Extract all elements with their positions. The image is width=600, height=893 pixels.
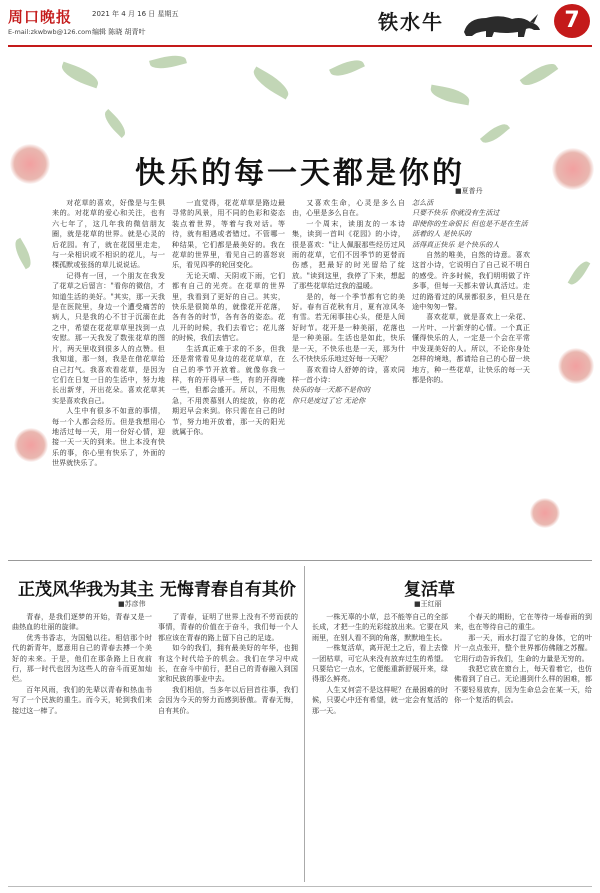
paragraph: 一株复活草，离开泥土之后，看上去像一团枯草，可它从来没有放弃过生的希望。只要给它一点水，它便能重新舒展开来，绿得那么鲜亮。 bbox=[312, 643, 448, 684]
article-column-1 bbox=[52, 198, 165, 548]
column-divider bbox=[304, 566, 305, 882]
leaf-decoration bbox=[480, 120, 510, 148]
leaf-decoration bbox=[149, 52, 187, 73]
poem-line: 快乐的每一天都不是你的 bbox=[292, 385, 371, 395]
page-number-badge: 7 bbox=[554, 4, 590, 38]
leaf-decoration bbox=[520, 58, 559, 90]
paragraph: 了青春，证明了世界上没有不劳而获的事情，青春的价值在于奋斗，我们每一个人都应该在青春的路上留下自己的足迹。 bbox=[158, 612, 298, 642]
blossom-decoration bbox=[530, 498, 560, 528]
article-column-2 bbox=[454, 612, 592, 884]
blossom-decoration bbox=[14, 428, 48, 462]
feature-article bbox=[0, 48, 600, 560]
article-column-3 bbox=[292, 198, 405, 548]
paragraph: 喜欢看诗人舒婷的诗，喜欢同样一首小诗： bbox=[292, 364, 405, 384]
paragraph: 喜欢花草，就是喜欢上一朵花、一片叶、一片新芽的心情。一个真正懂得快乐的人，一定是一个会在平常中发现美好的人。所以，不论你身处怎样的境地，都请给自己的心留一块地方，种一些花草，让快乐的每一天都是你的。 bbox=[412, 312, 530, 384]
leaf-decoration bbox=[101, 109, 130, 138]
poem-line: 即使你的生命很长 但也是不是在生活 bbox=[412, 218, 528, 228]
article-column-1 bbox=[312, 612, 448, 884]
paragraph: 百年风雨，我们的先辈以青春和热血书写了一个民族的重生。而今天，轮到我们来接过这一棒了。 bbox=[12, 684, 152, 715]
article-byline: ■苏彦伟 bbox=[118, 600, 146, 608]
article-column-4 bbox=[412, 198, 530, 548]
leaf-decoration bbox=[329, 55, 365, 80]
article-byline: ■夏普丹 bbox=[455, 187, 483, 195]
paragraph: 我们相信，当多年以后回首往事，我们会因为今天的努力而感到骄傲。青春无悔，自有其价。 bbox=[158, 684, 298, 715]
paragraph: 一直觉得，花花草草是路边最寻常的风景，用不同的色彩和姿态装点着世界，等着与我对话。等待，就有相遇或者错过。不管哪一种结果，它们都是最美好的。我在花草的世界里，看见自己的喜怒哀乐，看见四季的轮回变化。 bbox=[172, 198, 285, 270]
paragraph: 生活真正难于求的不多，但我还是常常看见身边的花花草草，在自己的季节开放着。就像你我一样，有的开得早一些，有的开得晚一些，但都会盛开。所以，不用焦急，不用羡慕别人的绽放，你的花期迟早会来到。你只需在自己的时节，努力地开放着，那一天的阳光就属于你。 bbox=[172, 343, 285, 436]
poem-line: 活着的人 是快乐的 bbox=[412, 229, 472, 239]
paragraph: 我把它放在窗台上，每天看着它，也仿佛看到了自己。无论遇到什么样的困难，都不要轻易放弃，因为生命总会在某一天，给你一个复活的机会。 bbox=[454, 664, 592, 705]
blossom-decoration bbox=[10, 144, 50, 184]
page-bottom-rule bbox=[8, 886, 592, 887]
rhino-illustration bbox=[460, 10, 542, 40]
leaf-decoration bbox=[249, 66, 292, 99]
paragraph: 个春天的期盼，它在等待一场春雨的到来，也在等待自己的重生。 bbox=[454, 612, 592, 632]
article-column-1 bbox=[12, 612, 152, 884]
section-title: 铁水牛 bbox=[378, 10, 444, 34]
editor-credit: 编辑 陈晓 胡青叶 bbox=[92, 28, 146, 36]
poem-line: 怎么活 bbox=[412, 198, 434, 207]
paragraph: 那一天，雨水打湿了它的身体，它的叶片一点点张开，整个世界都仿佛随之苏醒。它用行动告诉我们，生命的力量是无穷的。 bbox=[454, 632, 592, 663]
leaf-decoration bbox=[59, 62, 101, 89]
leaf-decoration bbox=[429, 85, 471, 106]
paragraph: 一株无辜的小草，总不能等自己的全部长成，才把一生的光彩绽放出来。它要在风雨里，在别人看不到的角落，默默地生长。 bbox=[312, 612, 448, 642]
masthead-rule bbox=[8, 45, 592, 47]
paragraph: 又喜欢生命，心灵是多么自由，心里是多么自在。 bbox=[292, 198, 405, 218]
paragraph: 优秀书香志，为国勉以往。相信那个时代的新青年，愿意用自己的青春去搏一个美好的未来。于是，他们在那条路上日夜前行，那一时代也因为这些人的奋斗而更加灿烂。 bbox=[12, 632, 152, 684]
paragraph: 人生中有很多不如意的事情，每一个人都会经历。但是我想用心地活过每一天，用一份好心情，迎接一天一天的到来。世上本没有快乐的事，你心里有快乐了，外面的世界就快乐了。 bbox=[52, 406, 165, 468]
paragraph: 青春，是我们逐梦的开始，青春又是一曲热血的壮丽的旋律。 bbox=[12, 612, 152, 632]
article-title: 快乐的每一天都是你的 bbox=[135, 156, 465, 191]
article-byline: ■王红丽 bbox=[414, 600, 442, 608]
email-address: E-mail:zkwbwb@126.com bbox=[8, 28, 92, 36]
poem-line: 活得真正快乐 是个快乐的人 bbox=[412, 239, 500, 249]
article-title: 正茂风华我为其主 无悔青春自有其价 bbox=[18, 580, 296, 600]
paragraph: 是的，每一个季节都有它的美好。春有百花秋有月，夏有凉风冬有雪。若无闲事挂心头，便是人间好时节。花开是一种美丽，花落也是一种美丽。生活也是如此，快乐是一天，不快乐也是一天，那为什么不快快乐乐地过好每一天呢？ bbox=[292, 291, 405, 364]
blossom-decoration bbox=[552, 148, 594, 190]
paragraph: 一个周末，读朋友的一本诗集，读到一首叫《花园》的小诗，很是喜欢："让人佩服那些经历过风雨的花草，它们不因季节的更替而伤感，把最好的时光留给了绽放。"读到这里，我停了下来，想起了那些花草给过我的温暖。 bbox=[292, 218, 405, 291]
paragraph: 记得有一回，一个朋友在我发了花草之后留言："看你的微信，才知道生活的美好。"其实，那一天我是在医院里，身边一个遭受痛苦的病人，只是我的心不甘于沉溺在此之中，希望在花花草草里找到一点安慰。那一天我发了数张花草的图片，两天里收到很多人的点赞。但我知道，那一刻，我是在借花草给自己打气。我喜欢看花草，是因为它们在日复一日的生活中，努力地长出新芽，开出花朵。喜欢花草其实是喜欢我自己。 bbox=[52, 270, 165, 405]
poem-line: 你只是度过了它 无论你 bbox=[292, 395, 366, 405]
paragraph: 无论天晴、天阴或下雨，它们都有自己的光亮。在花草的世界里，我看到了更好的自己。其实，快乐是很简单的，就像花开花落，各有各的时节，各有各的姿态。花儿开的时候，我们去看它；花儿落的时候，我们去惜它。 bbox=[172, 270, 285, 343]
issue-date: 2021 年 4 月 16 日 星期五 bbox=[92, 10, 179, 18]
article-title: 复活草 bbox=[404, 580, 455, 600]
article-column-2 bbox=[172, 198, 285, 548]
paragraph: 人生又何尝不是这样呢？在最困难的时候，只要心中还有希望，就一定会有复活的那一天。 bbox=[312, 684, 448, 715]
leaf-decoration bbox=[568, 258, 591, 287]
paragraph: 对花草的喜欢，好像是与生俱来的。对花草的爱心和关注，也有六七年了，这几年我的微信朋友圈，就是花草的世界。就是心灵的后花园。有了，就在花园里走走，与一朵相识或不相识的花儿，与一棵孤默或张扬的草儿说说话。 bbox=[52, 198, 165, 270]
paragraph: 自然的唯美，自然的诗意。喜欢这首小诗，它说明白了自己说不明白的感受。许多时候，我们明明做了许多事，但每一天都未曾认真活过。走过的路看过的风景都很多，但只是在途中匆匆一瞥。 bbox=[412, 250, 530, 312]
masthead bbox=[0, 0, 600, 48]
paper-logo: 周口晚报 bbox=[8, 8, 73, 26]
leaf-decoration bbox=[11, 238, 36, 269]
poem-line: 只要不快乐 你就没有生活过 bbox=[412, 208, 500, 218]
paragraph: 如今的我们，拥有最美好的年华，也拥有这个时代给予的机会。我们在学习中成长，在奋斗中前行，把自己的青春融入到国家和民族的事业中去。 bbox=[158, 643, 298, 684]
article-column-2 bbox=[158, 612, 298, 884]
section-divider bbox=[8, 560, 592, 561]
blossom-decoration bbox=[558, 348, 594, 384]
